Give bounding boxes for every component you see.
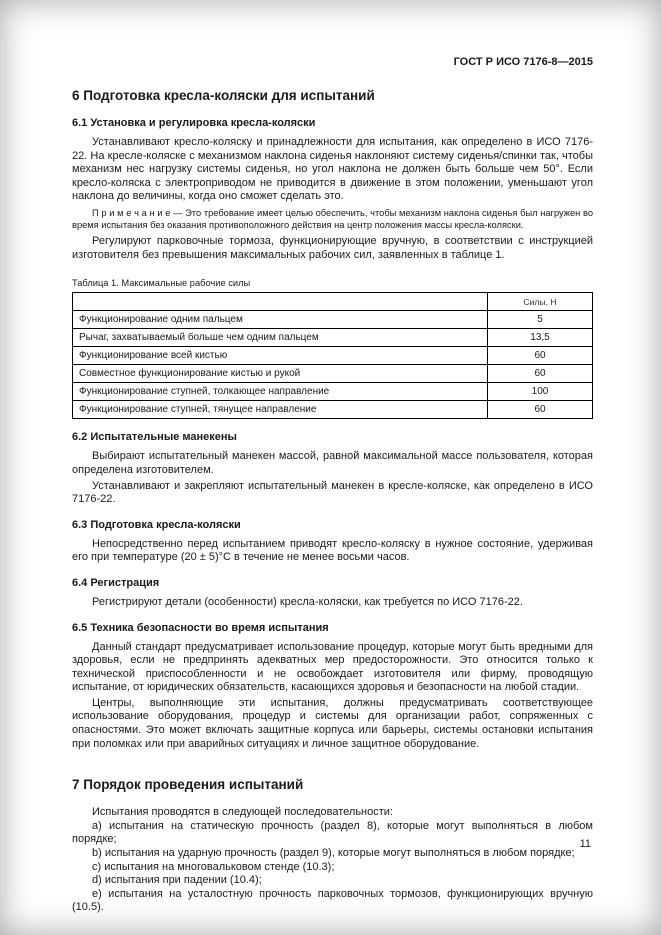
max-forces-table [72,292,593,419]
paragraph: Непосредственно перед испытанием приводят кресло-коляску в нужное состояние, удерживая его при температуре (20 ± 5)°С в течение не менее восьми часов. [72,537,593,564]
table-cell-value: 60 [488,401,593,419]
table-header-cell-forces: Силы, Н [488,293,593,311]
table-cell-label: Функционирование всей кистью [73,347,488,365]
table-row [73,311,593,329]
page-content [72,56,593,915]
table-cell-label: Функционирование ступней, толкающее направление [73,383,488,401]
paragraph: Центры, выполняющие эти испытания, должны предусматривать соответствующее использование оборудования, процедур и системы для организации работ, сопряженных с опасностями. Это может включать защитные корпуса или барьеры, системы остановки испытания при поломках или при аварийных ситуациях и личное защитное оборудование. [72,696,593,750]
table-header-row [73,293,593,311]
table-cell-value: 100 [488,383,593,401]
table-row [73,383,593,401]
page-number: 11 [579,838,591,850]
paragraph: Устанавливают кресло-коляску и принадлежности для испытания, как определено в ИСО 7176-22. На кресле-коляске с механизмом наклона сиденья наклоняют систему сиденья/спинки так, чтобы механизм нес нагрузку системы сиденья, но угол наклона не должен быть больше чем 50°. Если кресло-коляска с электроприводом не приводится в движение в этом положении, уменьшают угол наклона до величины, когда оно сможет сделать это. [72,136,593,203]
note-paragraph: П р и м е ч а н и е — Это требование имеет целью обеспечить, чтобы механизм наклона сиденья был нагружен во время испытания без оказания противоположного действия на центр положения массы кресла-коляски. [72,207,593,230]
table-row [73,347,593,365]
table-cell-value: 13,5 [488,329,593,347]
section-6-4-title: 6.4 Регистрация [72,576,160,589]
list-item-e: e) испытания на усталостную прочность парковочных тормозов, функционирующих вручную (10.5). [72,887,593,914]
table-cell-label: Рычаг, захватываемый больше чем одним пальцем [73,329,488,347]
section-6-5-title: 6.5 Техника безопасности во время испытания [72,621,329,634]
list-item-d: d) испытания при падении (10.4); [92,874,262,887]
list-item-c: c) испытания на многовальковом стенде (10.3); [92,860,335,873]
document-header: ГОСТ Р ИСО 7176-8—2015 [453,56,593,68]
section-7 [72,777,593,915]
list-intro: Испытания проводятся в следующей последовательности: [92,806,393,819]
paragraph: Выбирают испытательный манекен массой, равной максимальной массе пользователя, которая определена изготовителем. [72,450,593,476]
paragraph: Устанавливают и закрепляют испытательный манекен в кресле-коляске, как определено в ИСО 7176-22. [72,479,593,506]
table-cell-value: 5 [488,311,593,329]
section-6-title: 6 Подготовка кресла-коляски для испытаний [72,88,375,103]
list-item-b: b) испытания на ударную прочность (раздел 9), которые могут выполняться в любом порядке; [92,847,575,860]
table-row [73,329,593,347]
table-row [73,401,593,419]
list-item-a: a) испытания на статическую прочность (раздел 8), которые могут выполняться в любом порядке; [72,819,593,846]
section-6-1-title: 6.1 Установка и регулировка кресла-коляски [72,117,316,129]
section-6-3-title: 6.3 Подготовка кресла-коляски [72,518,241,531]
table-header-cell-empty [73,293,488,311]
table-1-block [72,278,593,419]
table-cell-value: 60 [488,347,593,365]
paragraph: Регулируют парковочные тормоза, функционирующие вручную, в соответствии с инструкцией изготовителя без превышения максимальных рабочих сил, заявленных в таблице 1. [72,235,593,261]
table-row [73,365,593,383]
paragraph: Регистрируют детали (особенности) кресла-коляски, как требуется по ИСО 7176-22. [92,595,523,608]
table-cell-value: 60 [488,365,593,383]
table-cell-label: Функционирование одним пальцем [73,311,488,329]
section-6-2-title: 6.2 Испытательные манекены [72,431,237,444]
table-cell-label: Функционирование ступней, тянущее направление [73,401,488,419]
section-7-title: 7 Порядок проведения испытаний [72,777,304,793]
table-cell-label: Совместное функционирование кистью и рукой [73,365,488,383]
paragraph: Данный стандарт предусматривает использование процедур, которые могут быть вредными для здоровья, если не предпринять адекватных мер предосторожности. Это относится только к технической приспособленности и не освобождает изготовителя или фирму, проводящую испытание, от юридических обязательств, касающихся здоровья и безопасности на любой стадии. [72,640,593,694]
table-caption: Таблица 1. Максимальные рабочие силы [72,278,251,289]
